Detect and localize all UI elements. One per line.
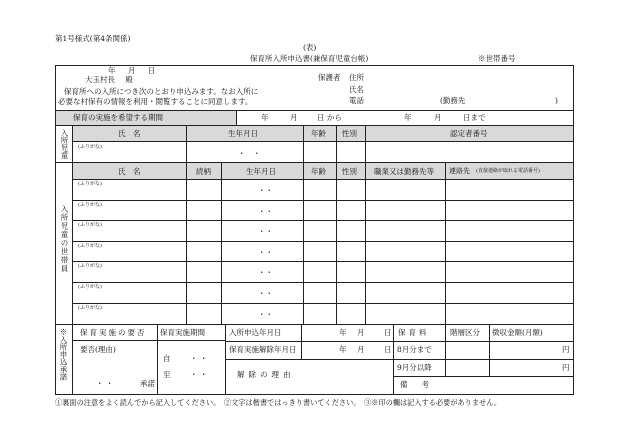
member-birthdate-dots: ・・ bbox=[258, 248, 273, 257]
period-from-label: 自 bbox=[163, 354, 171, 363]
approval-necessity-header: 保育実施の要否 bbox=[80, 328, 147, 337]
cancel-date-label: 保育実施解除年月日 bbox=[229, 345, 297, 354]
period-month-to: 月 bbox=[434, 113, 442, 122]
form-title: 保育所入所申込書(兼保育児童台帳) bbox=[250, 54, 369, 63]
apply-date-label: 入所申込年月日 bbox=[229, 328, 282, 337]
household-section-label: 入所児童の世帯員 bbox=[60, 205, 69, 273]
member-occupation-header: 職業又は勤務先等 bbox=[374, 167, 434, 176]
desired-period-label: 保育の実施を希望する期間 bbox=[73, 113, 163, 122]
member-name-input[interactable] bbox=[76, 188, 182, 198]
statement-line-2: 必要な村保有の情報を利用・閲覧することに同意します。 bbox=[58, 97, 253, 106]
child-birthdate-header: 生年月日 bbox=[228, 129, 258, 138]
side-label: (表) bbox=[303, 43, 317, 52]
member-age-header: 年齢 bbox=[311, 167, 326, 176]
apply-day: 日 bbox=[384, 328, 392, 337]
amount-label: 徴収金額(月額) bbox=[492, 328, 543, 337]
household-number-label: ※世帯番号 bbox=[478, 54, 516, 63]
accept-dots: ・ ・ bbox=[96, 379, 114, 388]
member-furigana-label: (ふりがな) bbox=[78, 243, 102, 249]
child-birthdate-dots: ・ ・ bbox=[238, 149, 261, 158]
guardian-work-input[interactable] bbox=[475, 95, 550, 107]
guardian-work-label: (勤務先 bbox=[440, 96, 466, 105]
child-section-label: 入所児童 bbox=[60, 129, 69, 159]
child-name-input[interactable] bbox=[76, 150, 182, 161]
yen-september: 円 bbox=[562, 363, 570, 372]
approval-reason-label: 要否(理由) bbox=[80, 345, 116, 354]
cancel-reason-label: 解除の理由 bbox=[237, 370, 295, 379]
period-to-dots: ・ ・ bbox=[190, 370, 208, 379]
cancel-year: 年 bbox=[339, 345, 347, 354]
apply-year: 年 bbox=[339, 328, 347, 337]
member-birthdate-dots: ・・ bbox=[258, 186, 273, 195]
member-contact-note: (直接連絡が取れる電話番号) bbox=[476, 168, 540, 174]
approval-period-header: 保育実施期間 bbox=[160, 328, 205, 337]
child-sex-header: 性別 bbox=[342, 129, 357, 138]
member-birthdate-dots: ・・ bbox=[258, 289, 273, 298]
child-cert-header: 認定者番号 bbox=[450, 129, 488, 138]
remarks-label: 備考 bbox=[400, 380, 443, 389]
member-birthdate-dots: ・・ bbox=[258, 207, 273, 216]
guardian-phone-input[interactable] bbox=[375, 95, 435, 107]
period-from-dots: ・ ・ bbox=[190, 354, 208, 363]
application-date: 年 月 日 bbox=[108, 66, 156, 75]
member-name-input[interactable] bbox=[76, 312, 182, 322]
footer-note: ①裏面の注意をよく読んでから記入してください。 ②文字は楷書ではっきり書いてください。 ③※印の欄は記入する必要がありません。 bbox=[55, 398, 502, 407]
child-age-header: 年齢 bbox=[311, 129, 326, 138]
period-day-to: 日まで bbox=[463, 113, 486, 122]
member-birthdate-dots: ・・ bbox=[258, 310, 273, 319]
apply-month: 月 bbox=[357, 328, 365, 337]
member-furigana-label: (ふりがな) bbox=[78, 202, 102, 208]
approval-section-label: ※入所申込承諾 bbox=[59, 328, 68, 381]
addressee: 大玉村長 殿 bbox=[85, 75, 133, 84]
tier-label: 階層区分 bbox=[450, 328, 480, 337]
fee-label: 保育料 bbox=[398, 328, 430, 337]
until-august-label: 8月分まで bbox=[397, 345, 432, 354]
member-birthdate-header: 生年月日 bbox=[246, 167, 276, 176]
member-name-input[interactable] bbox=[76, 291, 182, 301]
period-to-label: 至 bbox=[163, 370, 171, 379]
member-furigana-label: (ふりがな) bbox=[78, 181, 102, 187]
member-name-input[interactable] bbox=[76, 270, 182, 280]
member-furigana-label: (ふりがな) bbox=[78, 222, 102, 228]
yen-august: 円 bbox=[562, 345, 570, 354]
guardian-work-close: ) bbox=[555, 96, 558, 105]
member-birthdate-dots: ・・ bbox=[258, 227, 273, 236]
member-furigana-label: (ふりがな) bbox=[78, 263, 102, 269]
member-name-input[interactable] bbox=[76, 229, 182, 239]
form-number: 第1号様式(第4条関係) bbox=[55, 34, 131, 43]
cancel-month: 月 bbox=[357, 345, 365, 354]
member-furigana-label: (ふりがな) bbox=[78, 284, 102, 290]
guardian-label: 保護者 bbox=[318, 73, 341, 82]
statement-line-1: 保育所への入所につき次のとおり申込みます。なお入所に bbox=[64, 87, 259, 96]
guardian-address-input[interactable] bbox=[375, 71, 565, 83]
member-sex-header: 性別 bbox=[342, 167, 357, 176]
from-september-label: 9月分以降 bbox=[397, 363, 432, 372]
member-contact-header: 連絡先 bbox=[449, 167, 470, 175]
period-year-to: 年 bbox=[404, 113, 412, 122]
member-name-header: 氏 名 bbox=[118, 167, 141, 176]
member-birthdate-dots: ・・ bbox=[258, 268, 273, 277]
cancel-day: 日 bbox=[384, 345, 392, 354]
period-day-from: 日 から bbox=[317, 113, 342, 122]
guardian-phone-label: 電話 bbox=[349, 96, 364, 105]
member-relation-header: 続柄 bbox=[196, 167, 211, 176]
guardian-name-label: 氏名 bbox=[349, 85, 364, 94]
member-name-input[interactable] bbox=[76, 250, 182, 260]
child-name-header: 氏 名 bbox=[118, 129, 141, 138]
member-name-input[interactable] bbox=[76, 209, 182, 219]
period-year-from: 年 bbox=[261, 113, 269, 122]
period-month-from: 月 bbox=[290, 113, 298, 122]
accept-label: 承諾 bbox=[140, 379, 155, 388]
guardian-name-input[interactable] bbox=[375, 83, 565, 95]
guardian-address-label: 住所 bbox=[349, 73, 364, 82]
member-furigana-label: (ふりがな) bbox=[78, 305, 102, 311]
child-furigana-label: (ふりがな) bbox=[78, 144, 102, 150]
